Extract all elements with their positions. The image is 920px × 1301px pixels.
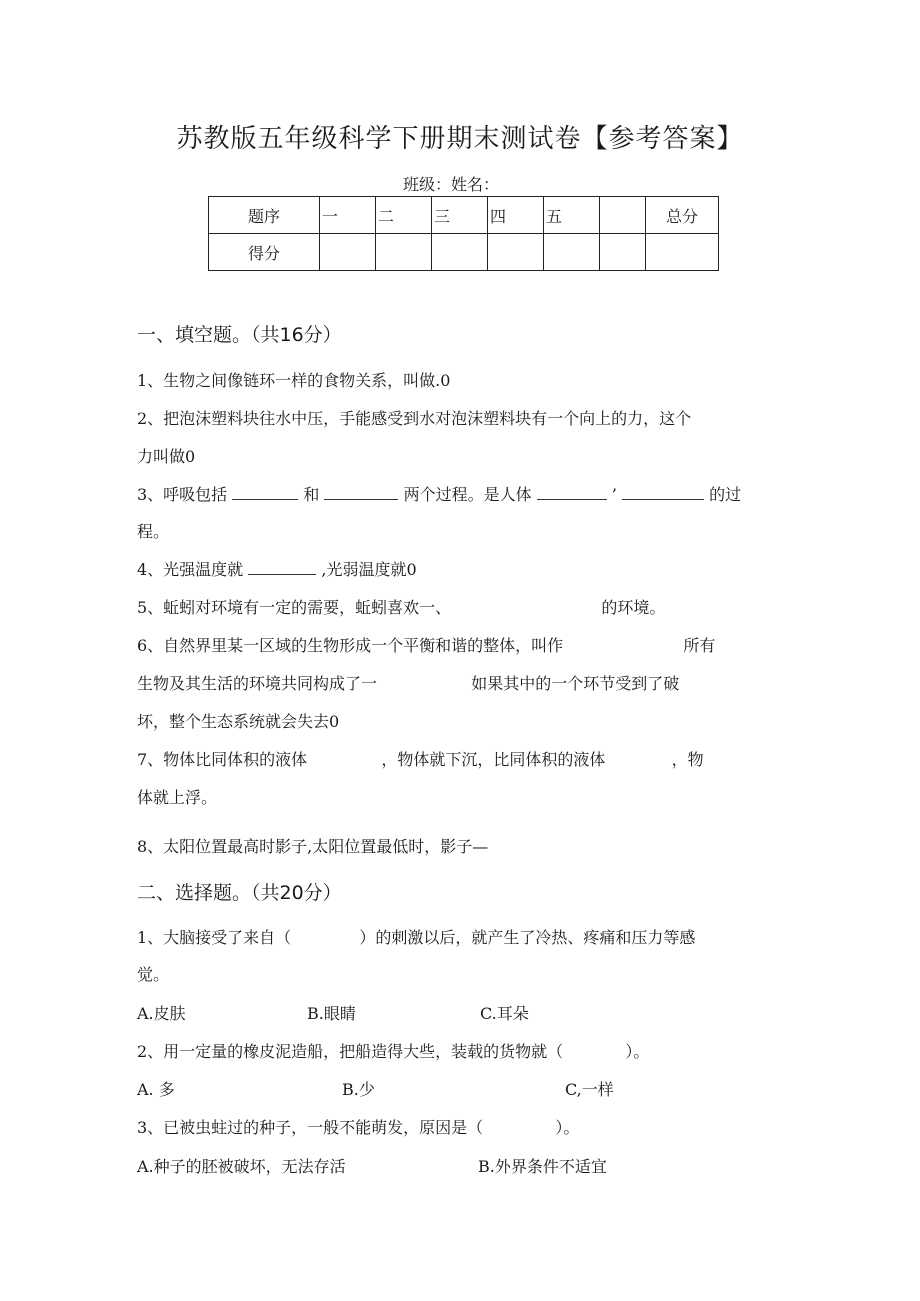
choice-q1-option-c[interactable]: C.耳朵: [480, 1004, 529, 1023]
score-cell: [600, 234, 646, 271]
choice-q1-text-a: 1、大脑接受了来自（: [137, 928, 292, 947]
header-cell-5: 五: [544, 197, 600, 234]
fill-question-3-line2: 程。: [137, 522, 170, 541]
header-cell-3: 三: [432, 197, 488, 234]
score-cell: [544, 234, 600, 271]
fill-question-1: 1、生物之间像链环一样的食物关系，叫做.0: [137, 371, 451, 390]
fill-question-5: [137, 595, 665, 618]
q3-text-a: 3、呼吸包括: [137, 485, 228, 504]
choice-q2-option-b[interactable]: B.少: [342, 1080, 375, 1099]
q7-text-b: ，物体就下沉，比同体积的液体: [381, 750, 606, 769]
score-cell: [646, 234, 719, 271]
section2-heading: 二、选择题。（共20分）: [137, 882, 342, 904]
choice-q3-text-a: 3、已被虫蛀过的种子，一般不能萌发，原因是（: [137, 1118, 484, 1137]
answer-blank[interactable]: [232, 485, 298, 500]
header-cell-2: 二: [376, 197, 432, 234]
score-cell: [376, 234, 432, 271]
choice-q3-option-a[interactable]: A.种子的胚被破坏，无法存活: [137, 1157, 346, 1176]
choice-q2-text-a: 2、用一定量的橡皮泥造船，把船造得大些，装载的货物就（: [137, 1042, 564, 1061]
score-table-header-row: [209, 197, 719, 234]
q6-text-a: 6、自然界里某一区域的生物形成一个平衡和谐的整体，叫作: [137, 636, 564, 655]
fill-question-7-line1: [137, 747, 704, 770]
choice-question-1-line2: 觉。: [137, 965, 170, 984]
fill-question-4: [137, 557, 417, 580]
section1-heading: 一、填空题。（共16分）: [137, 324, 342, 346]
fill-question-6-line3: 坏，整个生态系统就会失去0: [137, 712, 340, 731]
q5-text-b: 的环境。: [601, 598, 666, 617]
q4-text-b: ,光弱温度就0: [321, 560, 417, 579]
q4-text-a: 4、光强温度就: [137, 560, 244, 579]
q3-text-e: 的过: [709, 485, 742, 504]
header-cell-1: 一: [320, 197, 376, 234]
fill-question-3-line1: [137, 482, 741, 505]
choice-q2-option-c[interactable]: C,一样: [565, 1080, 614, 1099]
q5-text-a: 5、蚯蚓对环境有一定的需要，蚯蚓喜欢一、: [137, 598, 452, 617]
choice-question-3: [137, 1115, 579, 1138]
answer-blank[interactable]: [324, 485, 398, 500]
choice-question-1-line1: [137, 925, 695, 948]
score-cell: [488, 234, 544, 271]
exam-title: 苏教版五年级科学下册期末测试卷【参考答案】: [176, 124, 744, 154]
fill-question-2-line1: 2、把泡沫塑料块往水中压，手能感受到水对泡沫塑料块有一个向上的力，这个: [137, 409, 692, 428]
score-row-label: 得分: [209, 234, 320, 271]
header-cell-4: 四: [488, 197, 544, 234]
choice-question-2: [137, 1039, 649, 1062]
fill-question-7-line2: 体就上浮。: [137, 788, 218, 807]
choice-q3-text-b: ）。: [555, 1118, 580, 1137]
choice-q1-text-b: ）的刺激以后，就产生了冷热、疼痛和压力等感: [359, 928, 696, 947]
answer-blank[interactable]: [537, 485, 607, 500]
choice-q1-option-b[interactable]: B.眼睛: [307, 1004, 356, 1023]
q7-text-c: ，物: [671, 750, 704, 769]
choice-q3-option-b[interactable]: B.外界条件不适宜: [478, 1157, 607, 1176]
fill-question-6-line2: [137, 671, 679, 694]
q3-text-c: 两个过程。是人体: [403, 485, 532, 504]
fill-question-8: 8、太阳位置最高时影子,太阳位置最低时，影子—: [137, 837, 489, 856]
q3-text-d: ’: [611, 485, 617, 504]
fill-question-6-line1: [137, 633, 715, 656]
q7-text-a: 7、物体比同体积的液体: [137, 750, 308, 769]
score-cell: [432, 234, 488, 271]
q6-text-d: 如果其中的一个环节受到了破: [471, 674, 680, 693]
fill-question-2-line2: 力叫做0: [137, 447, 196, 466]
score-table-score-row: [209, 234, 719, 271]
header-cell-6: [600, 197, 646, 234]
choice-q2-option-a[interactable]: A. 多: [137, 1080, 175, 1099]
answer-blank[interactable]: [622, 485, 704, 500]
answer-blank[interactable]: [248, 560, 316, 575]
score-cell: [320, 234, 376, 271]
header-cell-total: 总分: [646, 197, 719, 234]
class-name-line: 班级：姓名：: [403, 175, 500, 194]
choice-q2-text-b: ）。: [625, 1042, 650, 1061]
header-cell-index: 题序: [209, 197, 320, 234]
q6-text-c: 生物及其生活的环境共同构成了一: [137, 674, 378, 693]
choice-q1-option-a[interactable]: A.皮肤: [137, 1004, 186, 1023]
q3-text-b: 和: [303, 485, 320, 504]
score-table: [208, 196, 719, 271]
q6-text-b: 所有: [683, 636, 716, 655]
